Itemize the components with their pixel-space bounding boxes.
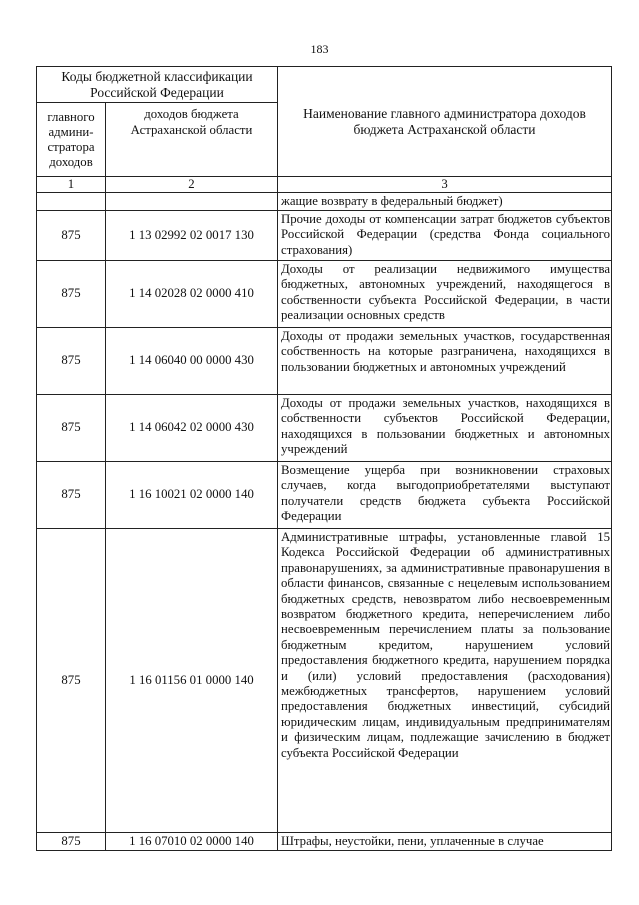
admin-code: 875 (37, 328, 106, 395)
admin-code: 875 (37, 395, 106, 462)
budget-code: 1 14 06040 00 0000 430 (106, 328, 278, 395)
revenue-name: Возмещение ущерба при возникновении страховых случаев, когда выгодоприобретателями выступают получатели средств бюджета субъекта Российской Федерации (278, 462, 612, 529)
revenue-name: жащие возврату в федеральный бюджет) (278, 193, 612, 211)
admin-code: 875 (37, 261, 106, 328)
budget-classification-table (36, 66, 612, 851)
revenue-name: Доходы от реализации недвижимого имущества бюджетных, автономных учреждений, находящегося в собственности субъекта Российской Федерации, в части реализации основных средств (278, 261, 612, 328)
page-number: 183 (310, 42, 329, 56)
budget-code: 1 16 10021 02 0000 140 (106, 462, 278, 529)
revenue-name: Административные штрафы, установленные главой 15 Кодекса Российской Федерации об административных правонарушениях, за административные правонарушения в области финансов, связанные с нецелевым использованием бюджетных средств, невозвратом либо несвоевременным возвратом бюджетного кредита, неперечислением либо несвоевременным перечислением платы за пользование бюджетным кредитом, нарушением условий предоставления бюджетного кредита, нарушением порядка и (или) условий предоставления (расходования) межбюджетных трансфертов, нарушением условий предоставления бюджетных инвестиций, субсидий юридическим лицам, индивидуальным предпринимателям и физическим лицам, подлежащие зачислению в бюджет субъекта Российской Федерации (278, 529, 612, 833)
admin-code (37, 193, 106, 211)
table-row (37, 261, 612, 328)
table-row (37, 395, 612, 462)
admin-code: 875 (37, 211, 106, 261)
revenue-name: Штрафы, неустойки, пени, уплаченные в случае (278, 833, 612, 851)
header-budget-income: доходов бюджета Астраханской области (106, 103, 278, 177)
header-codes: Коды бюджетной классификации Российской Федерации (37, 67, 278, 103)
column-number: 1 (37, 177, 106, 193)
revenue-name: Доходы от продажи земельных участков, находящихся в собственности субъектов Российской Федерации, находящихся в пользовании бюджетных и автономных учреждений (278, 395, 612, 462)
budget-code: 1 16 01156 01 0000 140 (106, 529, 278, 833)
table-row (37, 328, 612, 395)
table-row (37, 529, 612, 833)
table-row (37, 833, 612, 851)
admin-code: 875 (37, 529, 106, 833)
admin-code: 875 (37, 833, 106, 851)
table-row (37, 211, 612, 261)
budget-code (106, 193, 278, 211)
header-name: Наименование главного администратора доходов бюджета Астраханской области (278, 67, 612, 177)
budget-code: 1 16 07010 02 0000 140 (106, 833, 278, 851)
revenue-name: Прочие доходы от компенсации затрат бюджетов субъектов Российской Федерации (средства Фонда социального страхования) (278, 211, 612, 261)
budget-code: 1 14 02028 02 0000 410 (106, 261, 278, 328)
table-row (37, 193, 612, 211)
column-number: 2 (106, 177, 278, 193)
header-admin: главного админи-стратора доходов (37, 103, 106, 177)
budget-code: 1 13 02992 02 0017 130 (106, 211, 278, 261)
revenue-name: Доходы от продажи земельных участков, государственная собственность на которые разграничена, находящихся в пользовании бюджетных и автономных учреждений (278, 328, 612, 395)
admin-code: 875 (37, 462, 106, 529)
column-number: 3 (278, 177, 612, 193)
table-row (37, 462, 612, 529)
budget-code: 1 14 06042 02 0000 430 (106, 395, 278, 462)
